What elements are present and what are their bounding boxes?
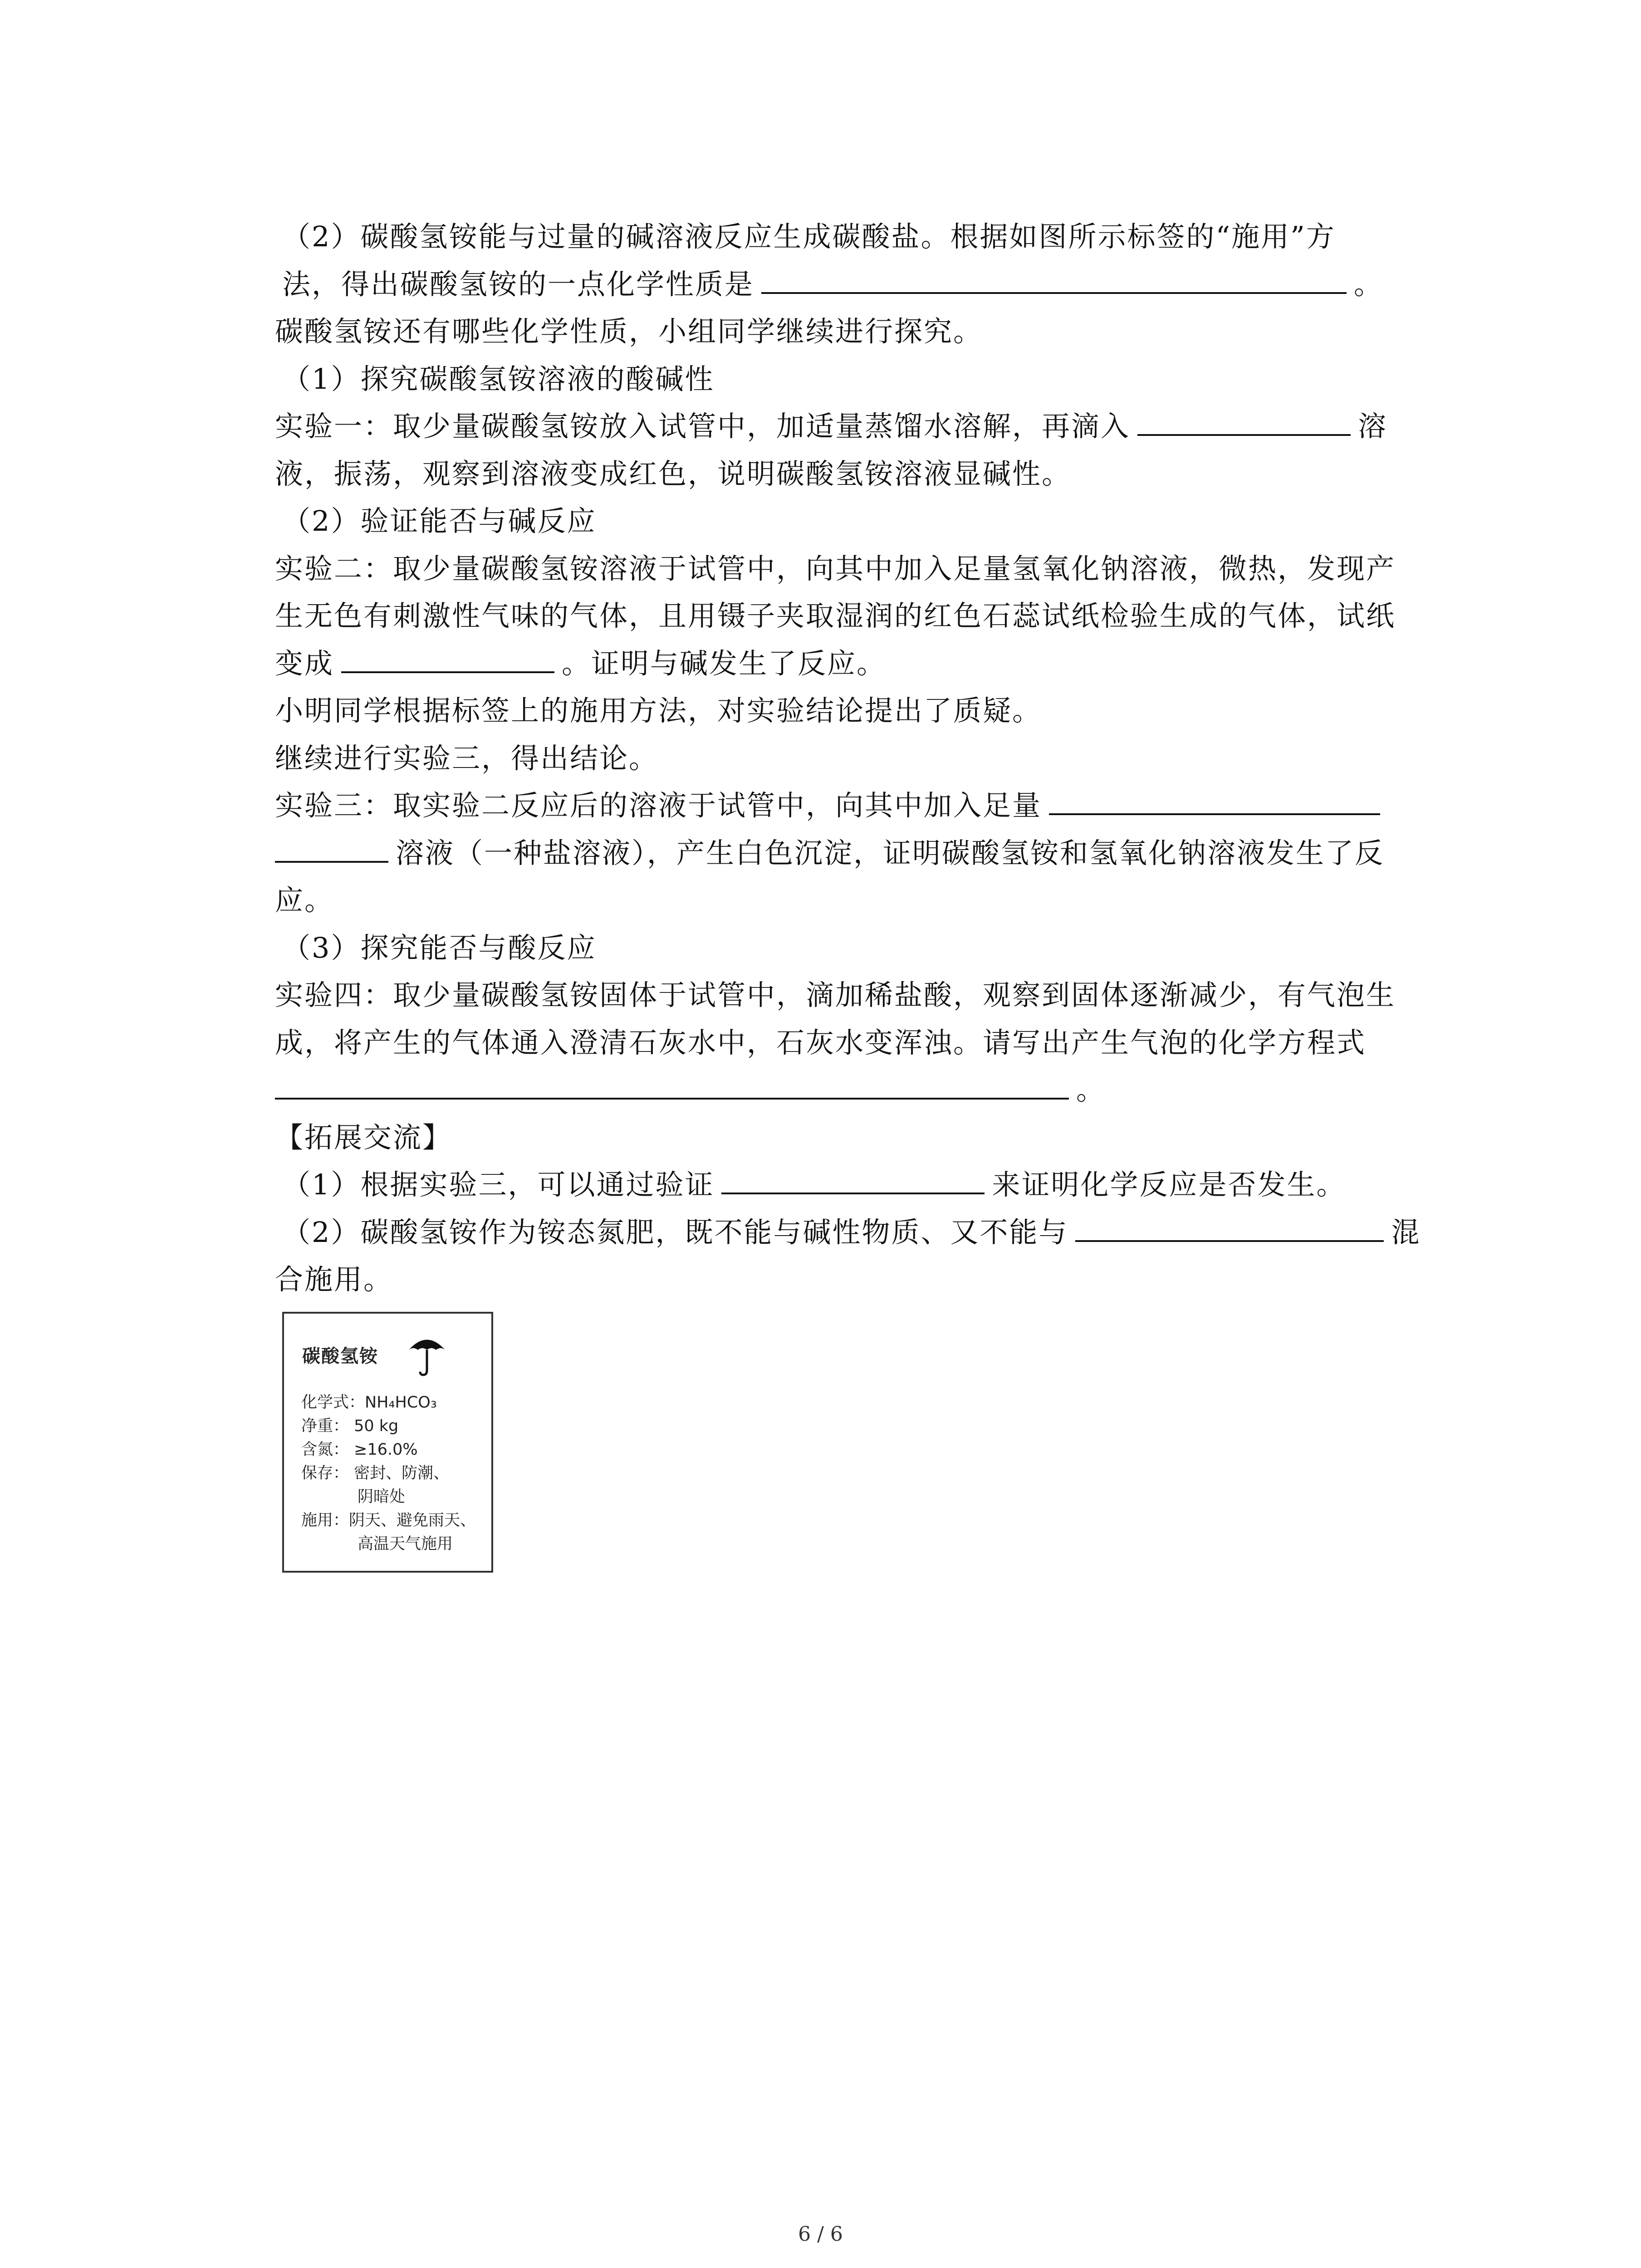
- label-usage-cont: 高温天气施用: [358, 1535, 453, 1553]
- paragraph-text: 实验四：取少量碳酸氢铵固体于试管中，滴加稀盐酸，观察到固体逐渐减少，有气泡生: [275, 978, 1396, 1012]
- paragraph-text: 实验二：取少量碳酸氢铵溶液于试管中，向其中加入足量氢氧化钠溶液，微热，发现产: [275, 552, 1396, 585]
- answer-blank-salt-solution-cont[interactable]: [275, 833, 388, 863]
- text-line: [275, 972, 1444, 1019]
- text-line: [275, 1019, 1444, 1067]
- text-line: [275, 592, 1444, 640]
- label-nitrogen-content: 含氮： ≥16.0%: [301, 1441, 418, 1459]
- paragraph-text: 继续进行实验三，得出结论。: [275, 741, 659, 775]
- text-line: [282, 1209, 1444, 1256]
- answer-blank-verify[interactable]: [721, 1164, 985, 1194]
- label-usage: 施用：阴天、避免雨天、: [301, 1511, 476, 1530]
- question-body: [275, 213, 1444, 1304]
- answer-blank-salt-solution[interactable]: [1049, 785, 1380, 815]
- text-line: [275, 640, 1444, 688]
- text-line: [275, 403, 1444, 450]
- paragraph-text: 小明同学根据标签上的施用方法，对实验结论提出了质疑。: [275, 694, 1042, 727]
- answer-blank-chemical-property[interactable]: [761, 264, 1347, 294]
- text-line: [282, 498, 1444, 545]
- label-details: [301, 1391, 476, 1556]
- paragraph-text: 。证明与碱发生了反应。: [562, 646, 887, 680]
- umbrella-icon: [407, 1332, 447, 1377]
- text-line: [282, 261, 1444, 308]
- text-line: [275, 1066, 1444, 1114]
- text-line: [275, 735, 1444, 782]
- paragraph-text: 。: [1076, 1073, 1106, 1106]
- label-formula: 化学式：NH₄HCO₃: [301, 1393, 437, 1412]
- text-line: [275, 687, 1444, 735]
- paragraph-text: 实验三：取实验二反应后的溶液于试管中，向其中加入足量: [275, 789, 1042, 822]
- answer-blank-equation[interactable]: [275, 1070, 1069, 1100]
- label-storage-cont: 阴暗处: [358, 1488, 406, 1506]
- text-line: [282, 356, 1444, 403]
- text-line: [275, 450, 1444, 498]
- text-line: [275, 1114, 1444, 1162]
- answer-blank-mix[interactable]: [1075, 1212, 1384, 1242]
- text-line: [275, 877, 1444, 924]
- paragraph-text: 液，振荡，观察到溶液变成红色，说明碳酸氢铵溶液显碱性。: [275, 457, 1072, 490]
- text-line: [282, 924, 1444, 972]
- section-heading: 【拓展交流】: [275, 1120, 452, 1154]
- paragraph-text: 实验一：取少量碳酸氢铵放入试管中，加适量蒸馏水溶解，再滴入: [275, 410, 1131, 443]
- paragraph-text: 来证明化学反应是否发生。: [992, 1168, 1346, 1201]
- paragraph-text: 法，得出碳酸氢铵的一点化学性质是: [282, 267, 754, 301]
- paragraph-text: 碳酸氢铵还有哪些化学性质，小组同学继续进行探究。: [275, 315, 983, 348]
- section-heading: （1）探究碳酸氢铵溶液的酸碱性: [282, 362, 715, 396]
- paragraph-text: 溶: [1358, 410, 1388, 443]
- text-line: [275, 308, 1444, 356]
- paragraph-text: 变成: [275, 646, 334, 680]
- paragraph-text: 混: [1391, 1215, 1421, 1249]
- section-heading: （2）验证能否与碱反应: [282, 504, 597, 538]
- paragraph-text: 生无色有刺激性气味的气体，且用镊子夹取湿润的红色石蕊试纸检验生成的气体，试纸: [275, 599, 1396, 632]
- text-line: [282, 1161, 1444, 1209]
- answer-blank-paper-color[interactable]: [341, 643, 554, 673]
- paragraph-text: （2）碳酸氢铵作为铵态氮肥，既不能与碱性物质、又不能与: [282, 1215, 1068, 1249]
- text-line: [282, 213, 1444, 261]
- text-line: [275, 830, 1444, 877]
- fertilizer-label: [282, 1312, 493, 1573]
- paragraph-text: 合施用。: [275, 1263, 393, 1296]
- label-net-weight: 净重： 50 kg: [301, 1417, 399, 1435]
- paragraph-text: 。: [1354, 267, 1384, 301]
- text-line: [275, 545, 1444, 593]
- paragraph-text: （1）根据实验三，可以通过验证: [282, 1168, 715, 1201]
- section-heading: （3）探究能否与酸反应: [282, 931, 597, 964]
- paragraph-text: 溶液（一种盐溶液），产生白色沉淀，证明碳酸氢铵和氢氧化钠溶液发生了反: [396, 836, 1385, 870]
- paragraph-text: 应。: [275, 884, 334, 917]
- answer-blank-indicator[interactable]: [1137, 406, 1351, 436]
- paragraph-text: 成，将产生的气体通入澄清石灰水中，石灰水变浑浊。请写出产生气泡的化学方程式: [275, 1026, 1367, 1059]
- text-line: [275, 782, 1444, 830]
- text-line: [275, 1256, 1444, 1304]
- label-title: 碳酸氢铵: [302, 1346, 378, 1367]
- page-number: 6 / 6: [798, 2223, 843, 2246]
- paragraph-text: （2）碳酸氢铵能与过量的碱溶液反应生成碳酸盐。根据如图所示标签的“施用”方: [282, 220, 1336, 253]
- label-storage: 保存： 密封、防潮、: [301, 1464, 450, 1482]
